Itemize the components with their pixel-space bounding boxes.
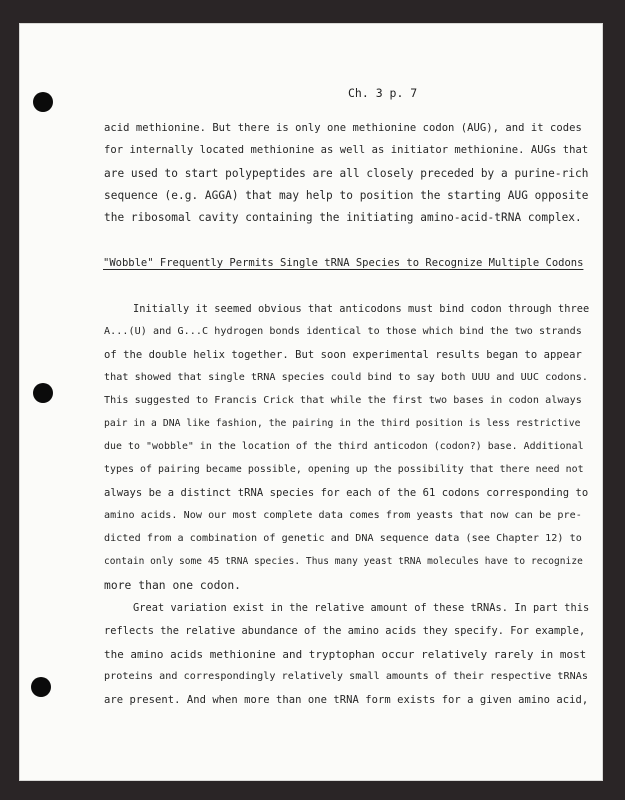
text-line: more than one codon.: [104, 579, 242, 592]
text-line: always be a distinct tRNA species for each of the 61 codons corresponding to: [104, 487, 589, 499]
text-line: due to "wobble" in the location of the third anticodon (codon?) base. Additional: [104, 441, 584, 452]
text-line: dicted from a combination of genetic and DNA sequence data (see Chapter 12) to: [104, 533, 582, 544]
text-line: amino acids. Now our most complete data comes from yeasts that now can be pre-: [104, 510, 582, 521]
text-line: of the double helix together. But soon experimental results began to appear: [104, 349, 582, 361]
section-heading: "Wobble" Frequently Permits Single tRNA Species to Recognize Multiple Codons: [103, 257, 584, 269]
text-line: sequence (e.g. AGGA) that may help to position the starting AUG opposite: [104, 189, 589, 202]
text-line: the ribosomal cavity containing the initiating amino-acid-tRNA complex.: [104, 211, 582, 224]
text-line: This suggested to Francis Crick that while the first two bases in codon always: [104, 395, 582, 406]
text-line: Initially it seemed obvious that anticodons must bind codon through three: [133, 303, 590, 315]
text-line: pair in a DNA like fashion, the pairing in the third position is less restrictive: [104, 418, 581, 429]
text-line: for internally located methionine as well as initiator methionine. AUGs that: [104, 144, 589, 156]
page-header: Ch. 3 p. 7: [348, 86, 418, 100]
text-line: that showed that single tRNA species could bind to say both UUU and UUC codons.: [104, 372, 589, 383]
text-line: are used to start polypeptides are all closely preceded by a purine-rich: [104, 167, 589, 180]
text-line: acid methionine. But there is only one methionine codon (AUG), and it codes: [104, 122, 582, 134]
text-line: the amino acids methionine and tryptophan occur relatively rarely in most: [104, 648, 587, 661]
text-line: types of pairing became possible, opening up the possibility that there need not: [104, 464, 584, 475]
text-line: proteins and correspondingly relatively small amounts of their respective tRNAs: [104, 671, 589, 682]
text-line: contain only some 45 tRNA species. Thus many yeast tRNA molecules have to recognize: [104, 556, 583, 567]
punch-hole: [33, 383, 53, 403]
text-line: reflects the relative abundance of the amino acids they specify. For example,: [104, 625, 586, 637]
text-line: Great variation exist in the relative amount of these tRNAs. In part this: [133, 602, 590, 614]
punch-hole: [33, 92, 53, 112]
punch-hole: [31, 677, 51, 697]
text-line: are present. And when more than one tRNA form exists for a given amino acid,: [104, 694, 589, 706]
text-line: A...(U) and G...C hydrogen bonds identical to those which bind the two strands: [104, 326, 582, 337]
document-page: [19, 23, 603, 781]
